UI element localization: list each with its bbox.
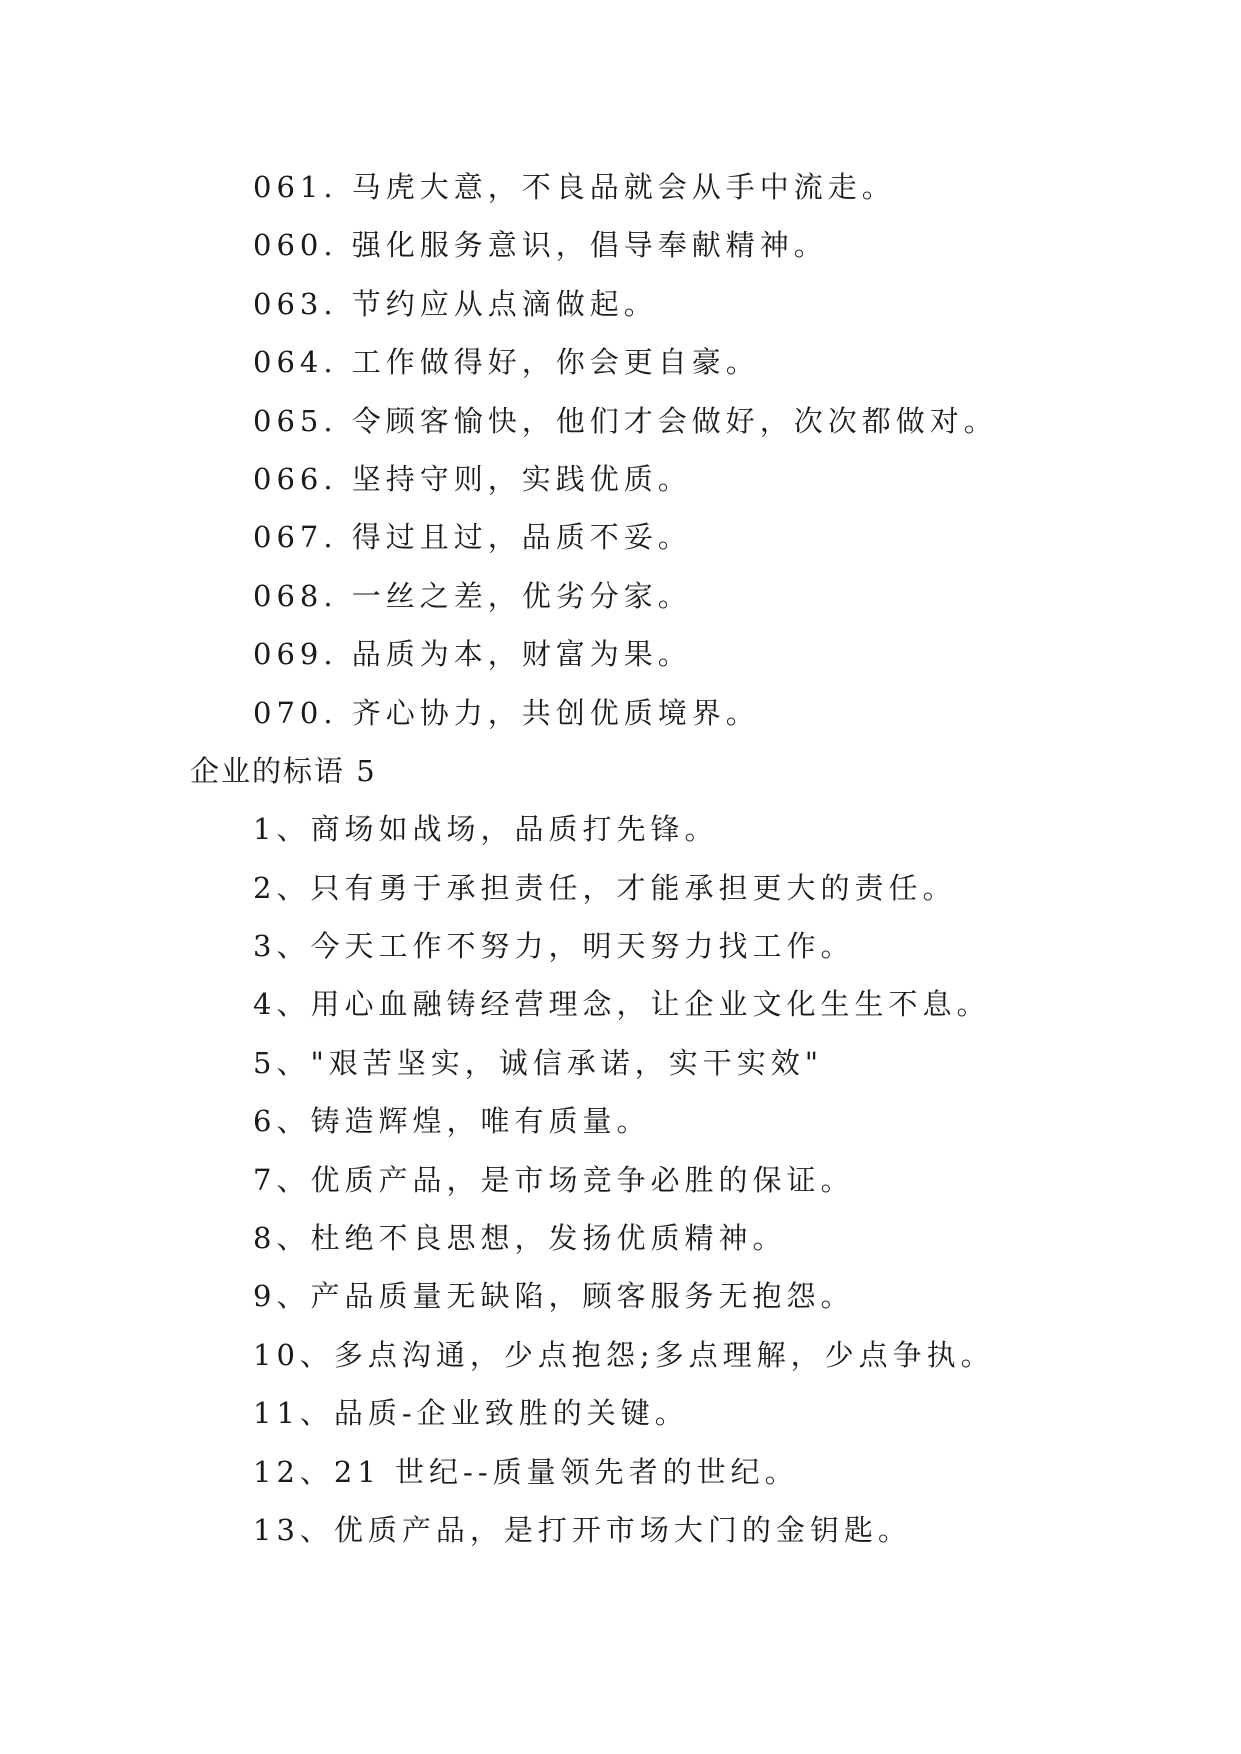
list-item: 5、"艰苦坚实，诚信承诺，实干实效"	[253, 1045, 824, 1080]
list-item: 13、优质产品，是打开市场大门的金钥匙。	[253, 1512, 912, 1547]
list-item: 10、多点沟通，少点抱怨;多点理解，少点争执。	[253, 1337, 995, 1372]
list-item: 7、优质产品，是市场竞争必胜的保证。	[253, 1162, 855, 1197]
slogan-list	[0, 158, 1241, 1559]
list-item: 064. 工作做得好，你会更自豪。	[253, 345, 760, 380]
list-item: 6、铸造辉煌，唯有质量。	[253, 1104, 651, 1139]
list-item: 065. 令顾客愉快，他们才会做好，次次都做对。	[253, 403, 998, 438]
list-item: 061. 马虎大意，不良品就会从手中流走。	[253, 170, 896, 204]
list-item: 067. 得过且过，品质不妥。	[253, 520, 692, 555]
list-item: 069. 品质为本，财富为果。	[253, 637, 692, 672]
list-item: 068. 一丝之差，优劣分家。	[253, 578, 692, 613]
list-item: 9、产品质量无缺陷，顾客服务无抱怨。	[253, 1279, 855, 1314]
list-item: 12、21 世纪--质量领先者的世纪。	[253, 1454, 799, 1489]
list-item: 070. 齐心协力，共创优质境界。	[253, 695, 760, 730]
list-item: 066. 坚持守则，实践优质。	[253, 461, 692, 496]
list-item: 063. 节约应从点滴做起。	[253, 286, 658, 321]
list-item: 4、用心血融铸经营理念，让企业文化生生不息。	[253, 987, 991, 1022]
list-item: 8、杜绝不良思想，发扬优质精神。	[253, 1221, 787, 1256]
list-item: 11、品质-企业致胜的关键。	[253, 1396, 689, 1431]
list-item: 2、只有勇于承担责任，才能承担更大的责任。	[253, 870, 957, 905]
list-item: 3、今天工作不努力，明天努力找工作。	[253, 929, 855, 964]
list-item: 1、商场如战场，品质打先锋。	[253, 812, 719, 847]
list-item: 060. 强化服务意识，倡导奉献精神。	[253, 228, 828, 263]
section-heading: 企业的标语 5	[190, 753, 377, 788]
